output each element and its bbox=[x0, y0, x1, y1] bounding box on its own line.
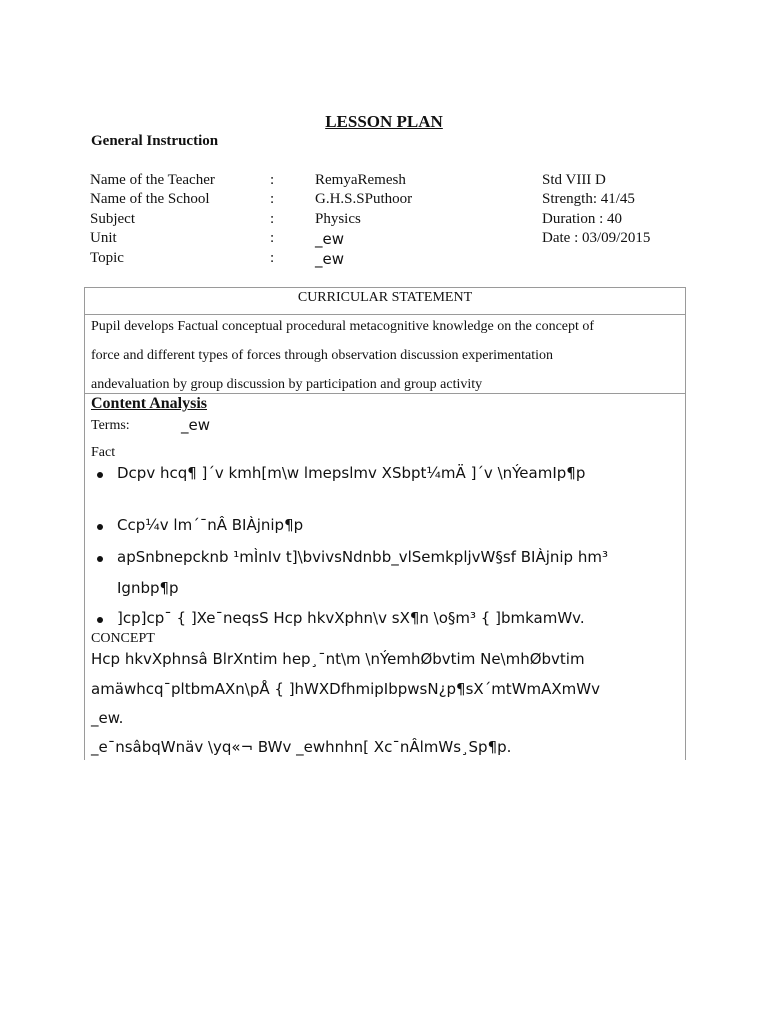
info-row-school bbox=[0, 191, 768, 211]
info-value: G.H.S.SPuthoor bbox=[315, 191, 413, 207]
info-value: RemyaRemesh bbox=[315, 172, 406, 188]
info-row-teacher bbox=[0, 172, 768, 192]
curricular-line: andevaluation by group discussion by participation and group activity bbox=[91, 377, 483, 392]
info-row-topic bbox=[0, 250, 768, 270]
info-colon: : bbox=[270, 230, 275, 246]
info-colon: : bbox=[270, 172, 275, 188]
fact-label: Fact bbox=[91, 445, 116, 460]
concept-line: Hcp hkvXphnsâ BlrXntim hep¸¯nt\m \nÝemhØbvtim Ne\mhØbvtim bbox=[91, 650, 585, 668]
bullet-icon bbox=[97, 472, 103, 478]
info-value: Physics bbox=[315, 211, 361, 227]
info-right: Strength: 41/45 bbox=[542, 191, 635, 207]
info-right: Date : 03/09/2015 bbox=[542, 230, 651, 246]
info-row-subject bbox=[0, 211, 768, 231]
info-label: Name of the School bbox=[90, 191, 210, 207]
info-value: _ew bbox=[315, 250, 344, 268]
info-value: _ew bbox=[315, 230, 344, 248]
fact-item: Ccp¼v lm´¯nÂ BIÀjnip¶p bbox=[117, 516, 304, 534]
bullet-icon bbox=[97, 556, 103, 562]
info-label: Topic bbox=[90, 250, 124, 266]
section-heading-general-instruction: General Instruction bbox=[91, 133, 219, 149]
terms-value: _ew bbox=[181, 416, 210, 434]
concept-label: CONCEPT bbox=[91, 631, 155, 646]
concept-line: _e¯nsâbqWnäv \yq«¬ BWv _ewhnhn[ Xc¯nÂlmWs¸Sp¶p. bbox=[91, 738, 512, 756]
fact-item: ]cp]cp¯ { ]Xe¯neqsS Hcp hkvXphn\v sX¶n \o§m³ { ]bmkamWv. bbox=[117, 609, 585, 627]
concept-line: _ew. bbox=[91, 709, 124, 727]
table-divider bbox=[85, 314, 685, 315]
bullet-icon bbox=[97, 617, 103, 623]
info-row-unit bbox=[0, 230, 768, 250]
info-right: Std VIII D bbox=[542, 172, 606, 188]
content-analysis-heading: Content Analysis bbox=[91, 395, 208, 412]
table-divider bbox=[85, 393, 685, 394]
info-colon: : bbox=[270, 191, 275, 207]
terms-label: Terms: bbox=[91, 418, 130, 433]
info-label: Subject bbox=[90, 211, 135, 227]
info-label: Name of the Teacher bbox=[90, 172, 215, 188]
info-colon: : bbox=[270, 250, 275, 266]
info-right: Duration : 40 bbox=[542, 211, 622, 227]
bullet-icon bbox=[97, 524, 103, 530]
fact-item: apSnbnepcknb ¹mÌnIv t]\bvivsNdnbb_vlSemkpljvW§sf BIÀjnip hm³ bbox=[117, 548, 608, 566]
page-title: LESSON PLAN bbox=[325, 112, 443, 131]
fact-item: Dcpv hcq¶ ]´v kmh[m\w lmepslmv XSbpt¼mÄ ]´v \nÝeamIp¶p bbox=[117, 464, 586, 482]
curricular-line: force and different types of forces through observation discussion experimentation bbox=[91, 348, 553, 363]
info-label: Unit bbox=[90, 230, 117, 246]
fact-item-continuation: Ignbp¶p bbox=[117, 579, 179, 597]
curricular-line: Pupil develops Factual conceptual procedural metacognitive knowledge on the concept of bbox=[91, 319, 595, 334]
info-colon: : bbox=[270, 211, 275, 227]
curricular-heading: CURRICULAR STATEMENT bbox=[297, 290, 473, 305]
curricular-table bbox=[84, 287, 686, 760]
concept-line: amäwhcq¯pltbmAXn\pÅ { ]hWXDfhmipIbpwsN¿p¶sX´mtWmAXmWv bbox=[91, 680, 600, 698]
